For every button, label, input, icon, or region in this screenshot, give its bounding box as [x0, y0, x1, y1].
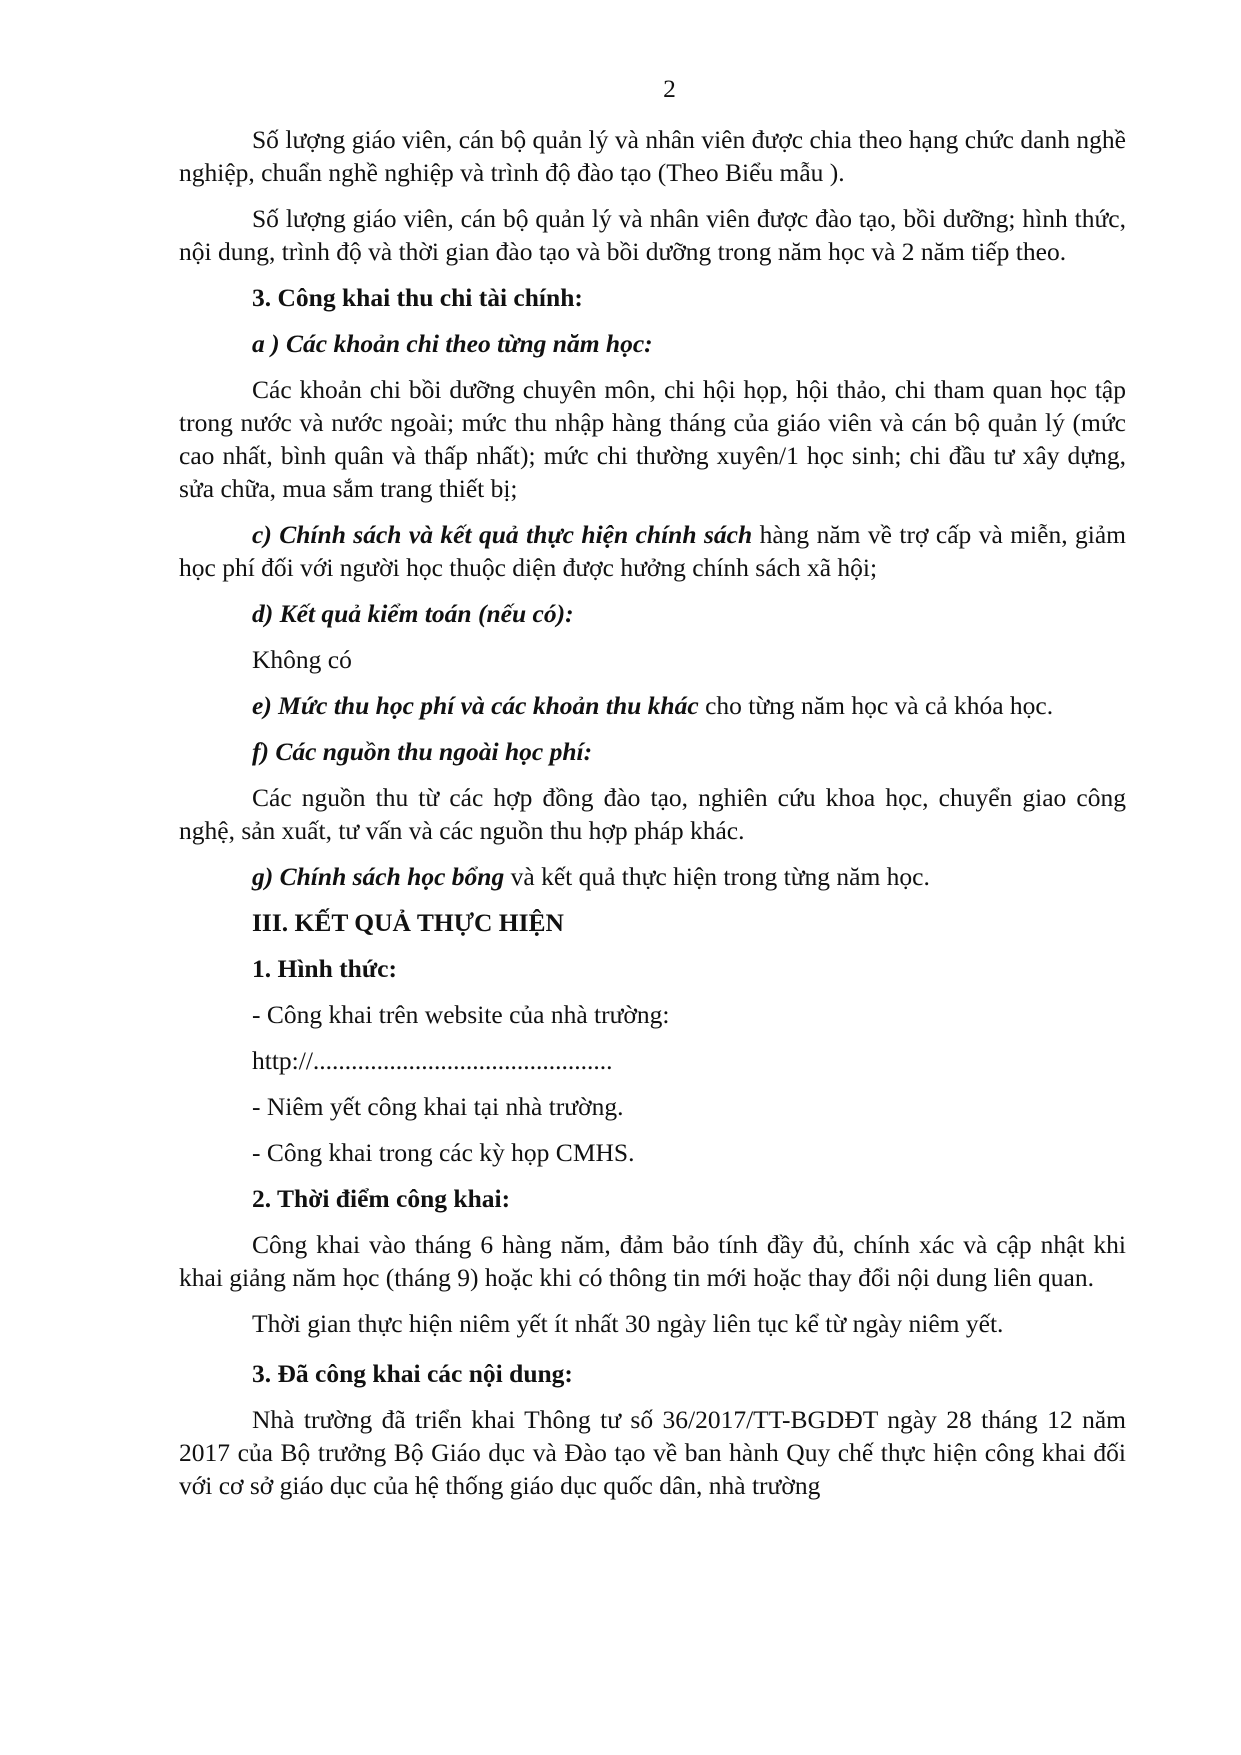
heading-results: III. KẾT QUẢ THỰC HIỆN [252, 908, 564, 937]
subheading-policy: c) Chính sách và kết quả thực hiện chính sách [252, 520, 753, 549]
list-item-posted: - Niêm yết công khai tại nhà trường. [252, 1092, 624, 1121]
paragraph-scholarship [179, 860, 1126, 893]
scholarship-text: và kết quả thực hiện trong từng năm học. [504, 862, 930, 891]
paragraph-staff-classification: Số lượng giáo viên, cán bộ quản lý và nhân viên được chia theo hạng chức danh nghề nghiệp, chuẩn nghề nghiệp và trình độ đào tạo (Theo Biểu mẫu ). [179, 125, 1126, 187]
paragraph-done: Nhà trường đã triển khai Thông tư số 36/2017/TT-BGDĐT ngày 28 tháng 12 năm 2017 của Bộ trưởng Bộ Giáo dục và Đào tạo về ban hành Quy chế thực hiện công khai đối với cơ sở giáo dục của hệ thống giáo dục quốc dân, nhà trường [179, 1405, 1126, 1500]
paragraph-policy [179, 518, 1126, 584]
heading-done: 3. Đã công khai các nội dung: [252, 1359, 573, 1388]
paragraph-expenses: Các khoản chi bồi dưỡng chuyên môn, chi hội họp, hội thảo, chi tham quan học tập trong nước và nước ngoài; mức thu nhập hàng tháng của giáo viên và cán bộ quản lý (mức cao nhất, bình quân và thấp nhất); mức chi thường xuyên/1 học sinh; chi đầu tư xây dựng, sửa chữa, mua sắm trang thiết bị; [179, 375, 1126, 503]
paragraph-other-income: Các nguồn thu từ các hợp đồng đào tạo, nghiên cứu khoa học, chuyển giao công nghệ, sản xuất, tư vấn và các nguồn thu hợp pháp khác. [179, 783, 1126, 845]
heading-form: 1. Hình thức: [252, 954, 397, 983]
list-item-meeting: - Công khai trong các kỳ họp CMHS. [252, 1138, 635, 1167]
paragraph-staff-training: Số lượng giáo viên, cán bộ quản lý và nhân viên được đào tạo, bồi dưỡng; hình thức, nội dung, trình độ và thời gian đào tạo và bồi dưỡng trong năm học và 2 năm tiếp theo. [179, 204, 1126, 266]
paragraph-time-2: Thời gian thực hiện niêm yết ít nhất 30 ngày liên tục kể từ ngày niêm yết. [252, 1309, 1004, 1338]
tuition-text: cho từng năm học và cả khóa học. [698, 691, 1054, 720]
list-item-website: - Công khai trên website của nhà trường: [252, 1000, 670, 1029]
heading-finance: 3. Công khai thu chi tài chính: [252, 283, 583, 312]
subheading-scholarship: g) Chính sách học bổng [252, 862, 505, 891]
subheading-other-income: f) Các nguồn thu ngoài học phí: [252, 737, 593, 766]
page-number: 2 [663, 74, 676, 103]
paragraph-time-1: Công khai vào tháng 6 hàng năm, đảm bảo tính đầy đủ, chính xác và cập nhật khi khai giảng năm học (tháng 9) hoặc khi có thông tin mới hoặc thay đổi nội dung liên quan. [179, 1230, 1126, 1292]
subheading-tuition: e) Mức thu học phí và các khoản thu khác [252, 691, 699, 720]
list-item-url: http://............................................... [252, 1046, 613, 1075]
policy-text: hàng năm về trợ cấp và miễn, giảm học phí đối với người học thuộc diện được hưởng chính sách xã hội; [179, 520, 1127, 582]
subheading-audit: d) Kết quả kiểm toán (nếu có): [252, 599, 574, 628]
paragraph-audit: Không có [252, 645, 352, 674]
paragraph-tuition [179, 689, 1126, 722]
heading-time: 2. Thời điểm công khai: [252, 1184, 511, 1213]
subheading-expenses: a ) Các khoản chi theo từng năm học: [252, 329, 653, 358]
